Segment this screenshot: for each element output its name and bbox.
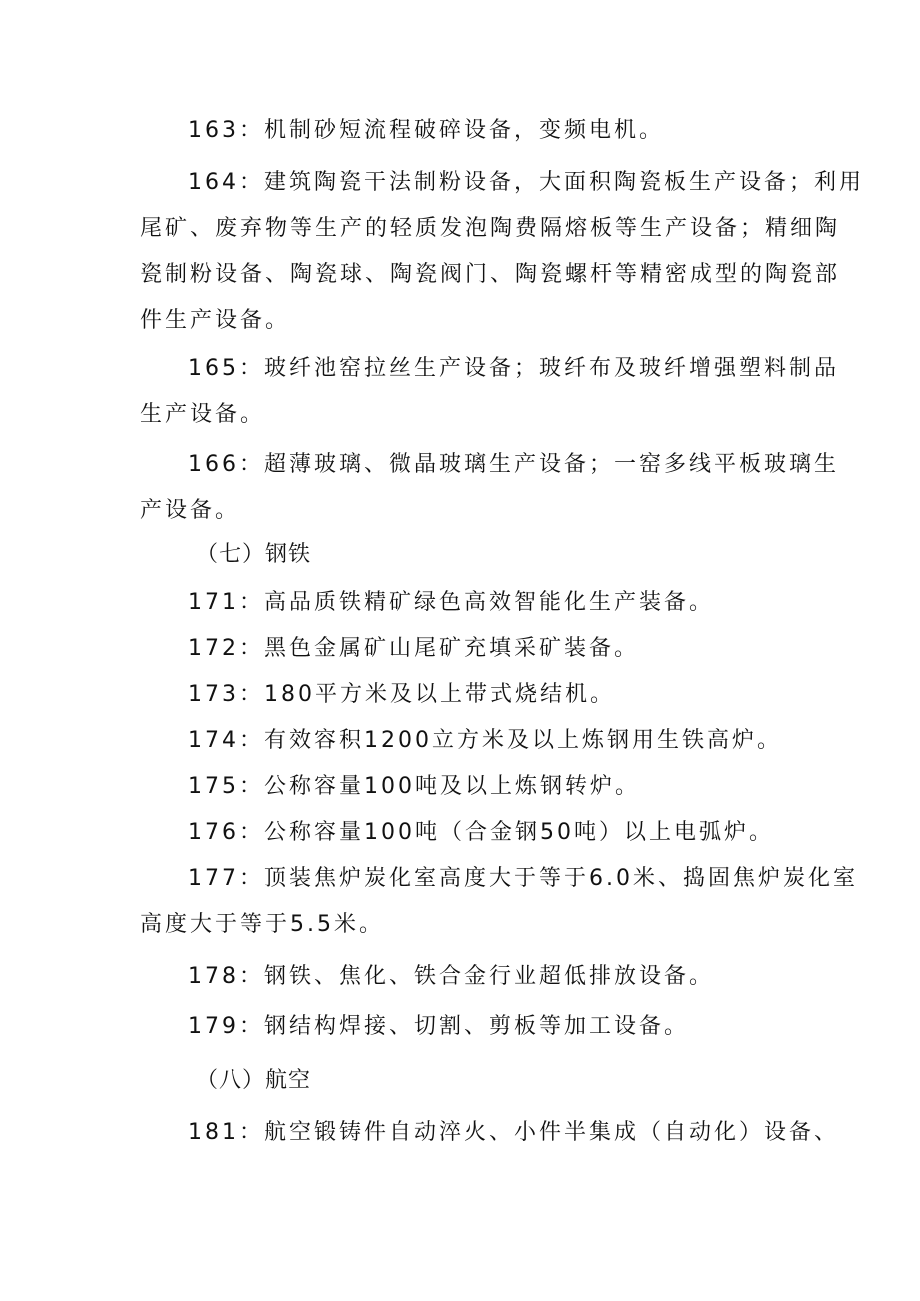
item-176: 176：公称容量100吨（合金钢50吨）以上电弧炉。 <box>188 820 774 845</box>
item-164-line-3: 瓷制粉设备、陶瓷球、陶瓷阀门、陶瓷螺杆等精密成型的陶瓷部 <box>140 262 841 287</box>
item-164-line-4: 件生产设备。 <box>140 308 291 333</box>
item-174: 174：有效容积1200立方米及以上炼钢用生铁高炉。 <box>188 728 782 753</box>
item-166-line-2: 产设备。 <box>140 498 241 523</box>
item-179: 179：钢结构焊接、切割、剪板等加工设备。 <box>188 1014 689 1039</box>
item-166-line-1: 166：超薄玻璃、微晶玻璃生产设备；一窑多线平板玻璃生 <box>188 452 839 477</box>
item-177-line-2: 高度大于等于5.5米。 <box>140 912 384 937</box>
item-181: 181：航空锻铸件自动淬火、小件半集成（自动化）设备、 <box>188 1120 839 1145</box>
item-178: 178：钢铁、焦化、铁合金行业超低排放设备。 <box>188 964 714 989</box>
item-165-line-1: 165：玻纤池窑拉丝生产设备；玻纤布及玻纤增强塑料制品 <box>188 356 839 381</box>
item-177-line-1: 177：顶装焦炉炭化室高度大于等于6.0米、捣固焦炉炭化室 <box>188 866 858 891</box>
item-172: 172：黑色金属矿山尾矿充填采矿装备。 <box>188 636 639 661</box>
section-heading-steel: （七）钢铁 <box>196 542 312 567</box>
item-164-line-1: 164：建筑陶瓷干法制粉设备，大面积陶瓷板生产设备；利用 <box>188 170 864 195</box>
item-171: 171：高品质铁精矿绿色高效智能化生产装备。 <box>188 590 714 615</box>
item-163: 163：机制砂短流程破碎设备，变频电机。 <box>188 118 664 143</box>
item-173: 173：180平方米及以上带式烧结机。 <box>188 682 615 707</box>
item-164-line-2: 尾矿、废弃物等生产的轻质发泡陶费隔熔板等生产设备；精细陶 <box>140 216 841 241</box>
item-165-line-2: 生产设备。 <box>140 402 266 427</box>
item-175: 175：公称容量100吨及以上炼钢转炉。 <box>188 774 640 799</box>
section-heading-aviation: （八）航空 <box>196 1068 312 1093</box>
